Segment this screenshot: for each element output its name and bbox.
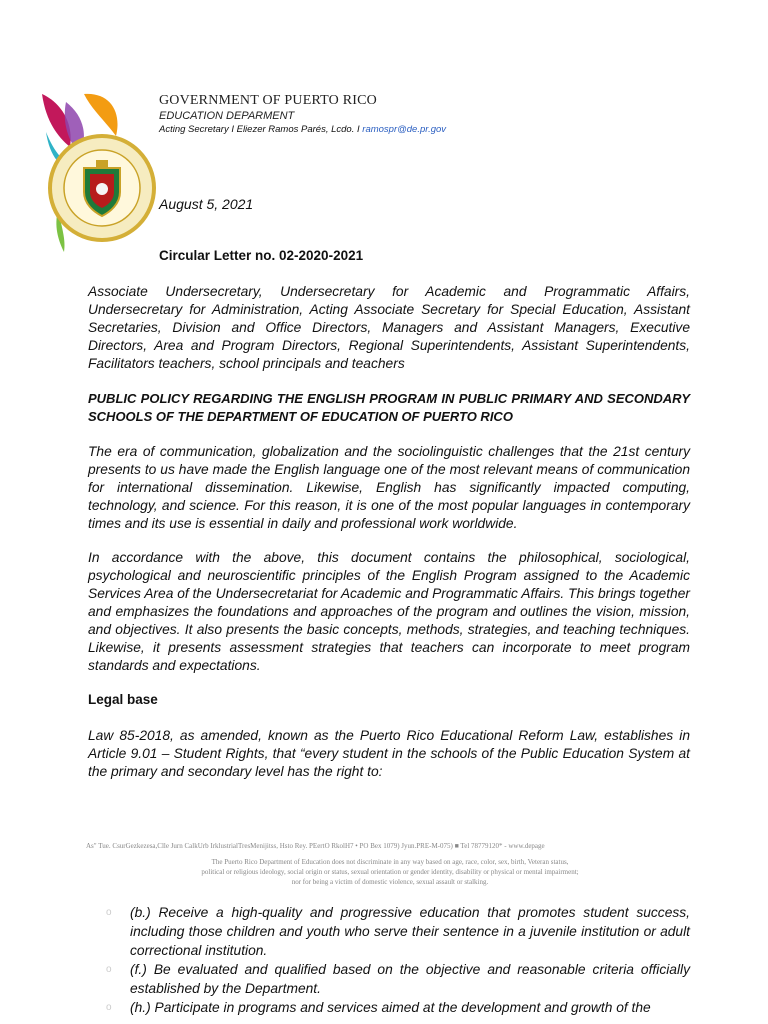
- letter-date: August 5, 2021: [159, 196, 254, 212]
- policy-title: PUBLIC POLICY REGARDING THE ENGLISH PROGRAM IN PUBLIC PRIMARY AND SECONDARY SCHOOLS OF THE DEPARTMENT OF EDUCATION OF PUERTO RICO: [88, 391, 690, 424]
- circular-number: Circular Letter no. 02-2020-2021: [159, 248, 364, 263]
- list-item-text: (h.) Participate in programs and services aimed at the development and growth of the: [130, 1000, 651, 1015]
- email-link[interactable]: ramospr@de.pr.gov: [362, 124, 447, 135]
- footer-address: As" Tue. CsurGezkezesa,Clle Jurn CalkUrb IrklustrialTresMenijitss, Hsto Rey. PEertO RkolH7 • PO Bex 1079) Jyun.PRE-M-075) ■ Tel 78779120* - www.depage: [86, 842, 545, 850]
- letterhead: [159, 93, 446, 136]
- paragraph-law: Law 85-2018, as amended, known as the Puerto Rico Educational Reform Law, establishes in Article 9.01 – Student Rights, that “every student in the schools of the Public Education System at the primary and secondary level has the right to:: [88, 728, 690, 779]
- bullet-icon: o: [106, 1002, 112, 1013]
- bullet-icon: o: [106, 907, 112, 918]
- government-seal-logo: [40, 92, 158, 252]
- legal-base-heading: Legal base: [88, 692, 158, 707]
- government-name: GOVERNMENT OF PUERTO RICO: [159, 93, 377, 108]
- secretary-line: [159, 123, 446, 136]
- list-item-text: (b.) Receive a high-quality and progressive education that promotes student success, including those children and youth who serve their sentence in a juvenile institution or adult correctional institution.: [130, 905, 690, 958]
- department-name: EDUCATION DEPARMENT: [159, 110, 295, 122]
- list-item: [104, 998, 690, 1017]
- bullet-icon: o: [106, 964, 112, 975]
- list-item: [104, 960, 690, 998]
- secretary-text: Acting Secretary I Eliezer Ramos Parés, Lcdo. I: [159, 124, 360, 135]
- footer-notice: The Puerto Rico Department of Education does not discriminate in any way based on age, race, color, sex, birth, Veteran status, political or religious ideology, social origin or status, sexual orientation or gender identity, disability or physical or mental impairment; nor for being a victim of domestic violence, sexual assault or stalking.: [201, 858, 579, 886]
- rights-list: [104, 903, 690, 1017]
- list-item: [104, 903, 690, 960]
- recipients-paragraph: Associate Undersecretary, Undersecretary for Academic and Programmatic Affairs, Undersecretary for Administration, Acting Associate Secretary for Special Education, Assistant Secretaries, Division and Office Directors, Managers and Assistant Managers, Executive Directors, Area and Program Directors, Regional Superintendents, Assistant Superintendents, Facilitators teachers, school principals and teachers: [88, 284, 690, 371]
- list-item-text: (f.) Be evaluated and qualified based on the objective and reasonable criteria officially established by the Department.: [130, 962, 690, 996]
- seal-icon: [40, 92, 158, 252]
- paragraph-communication: The era of communication, globalization and the sociolinguistic challenges that the 21st century presents to us have made the English language one of the most relevant means of communication for international dissemination. Likewise, English has significantly impacted computing, technology, and science. For this reason, it is one of the most popular languages in contemporary times and its use is essential in daily and professional work worldwide.: [88, 444, 690, 531]
- paragraph-document-content: In accordance with the above, this document contains the philosophical, sociological, psychological and neuroscientific principles of the English Program assigned to the Academic Services Area of the Undersecretariat for Academic and Programmatic Affairs. This brings together and emphasizes the foundations and approaches of the program and outlines the vision, mission, and objectives. It also presents the basic concepts, methods, strategies, and teaching techniques. Likewise, it presents assessment strategies that teachers can incorporate to meet program standards and expectations.: [88, 550, 690, 673]
